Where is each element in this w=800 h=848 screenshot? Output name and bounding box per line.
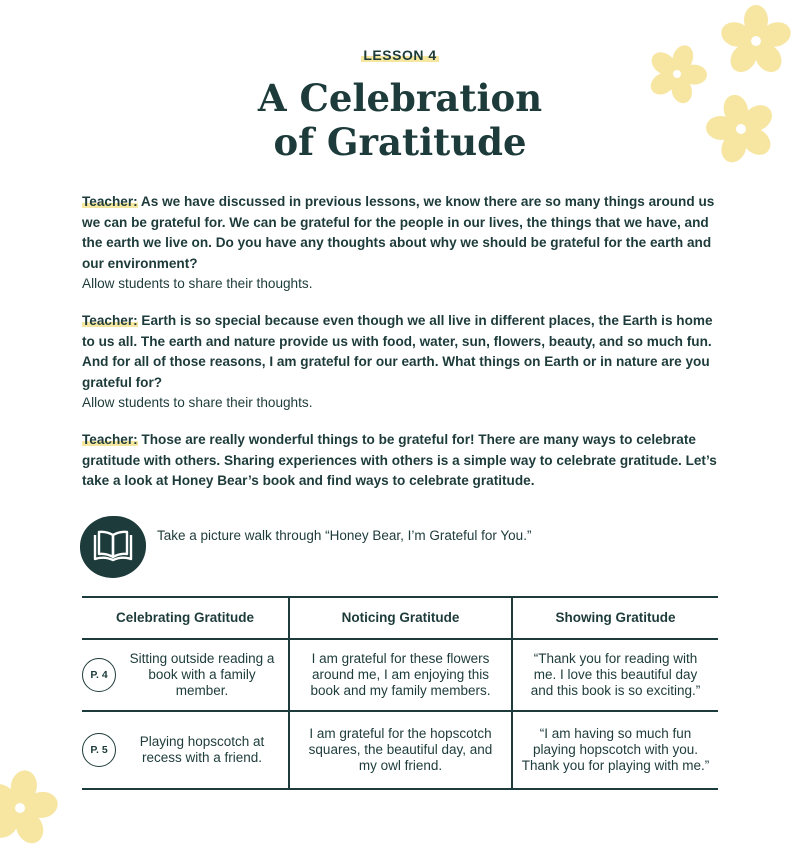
speech-text: As we have discussed in previous lessons, we know there are so many things around us we can be grateful for. We can be grateful for the people in our lives, the things that we have, and the earth we live on. Do you have any thoughts about why we should be grateful for the earth and our environment?: [82, 194, 715, 271]
noticing-cell: I am grateful for the hopscotch squares, the beautiful day, and my owl friend.: [288, 712, 511, 788]
speech-text: Those are really wonderful things to be grateful for! There are many ways to celebrate gratitude with others. Sharing experiences with others is a simple way to celebrate gratitude. Let’s take a look at Honey Bear’s book and find ways to celebrate gratitude.: [82, 432, 717, 488]
teacher-note: Allow students to share their thoughts.: [82, 395, 313, 410]
table-row: [82, 712, 718, 790]
title-line-1: A Celebration: [257, 76, 543, 120]
flower-decoration-icon: [0, 768, 60, 848]
speech-text: Earth is so special because even though we all live in different places, the Earth is home to us all. The earth and nature provide us with food, water, sun, flowers, beauty, and so much fun. And for all of those reasons, I am grateful for our earth. What things on Earth or in nature are you grateful for?: [82, 313, 713, 390]
teacher-speech: [82, 192, 722, 274]
speaker-label: Teacher:: [82, 432, 138, 447]
teacher-paragraph-2: [82, 311, 722, 414]
table-row: [82, 640, 718, 712]
showing-cell: “I am having so much fun playing hopscotch with you. Thank you for playing with me.”: [511, 712, 718, 788]
column-header: Noticing Gratitude: [288, 598, 511, 638]
showing-cell: “Thank you for reading with me. I love this beautiful day and this book is so exciting.”: [511, 640, 718, 710]
teacher-speech: [82, 430, 722, 492]
page-number-badge: P. 4: [82, 658, 116, 692]
teacher-paragraph-3: [82, 430, 722, 492]
column-header: Celebrating Gratitude: [115, 610, 255, 625]
noticing-cell: I am grateful for these flowers around me, I am enjoying this book and my family members.: [288, 640, 511, 710]
teacher-paragraph-1: [82, 192, 722, 295]
column-header: Showing Gratitude: [511, 598, 718, 638]
activity-instruction: Take a picture walk through “Honey Bear, I’m Grateful for You.”: [157, 528, 532, 543]
celebrating-text: Sitting outside reading a book with a family member.: [129, 651, 275, 698]
lesson-label-text: LESSON 4: [363, 47, 437, 63]
celebrating-cell: [82, 712, 288, 788]
speaker-label: Teacher:: [82, 194, 138, 209]
celebrating-text: Playing hopscotch at recess with a friend.: [139, 734, 265, 765]
gratitude-table: [82, 596, 718, 790]
book-badge: [80, 516, 146, 578]
teacher-speech: [82, 311, 722, 393]
flower-decoration-icon: [718, 2, 794, 80]
table-header-row: [82, 598, 718, 640]
title-line-2: of Gratitude: [273, 120, 527, 164]
celebrating-cell: [82, 640, 288, 710]
speaker-label: Teacher:: [82, 313, 138, 328]
open-book-icon: [92, 528, 134, 566]
page-number-badge: P. 5: [82, 733, 116, 767]
page-title: [0, 76, 800, 164]
teacher-note: Allow students to share their thoughts.: [82, 276, 313, 291]
lesson-label: [0, 47, 800, 63]
